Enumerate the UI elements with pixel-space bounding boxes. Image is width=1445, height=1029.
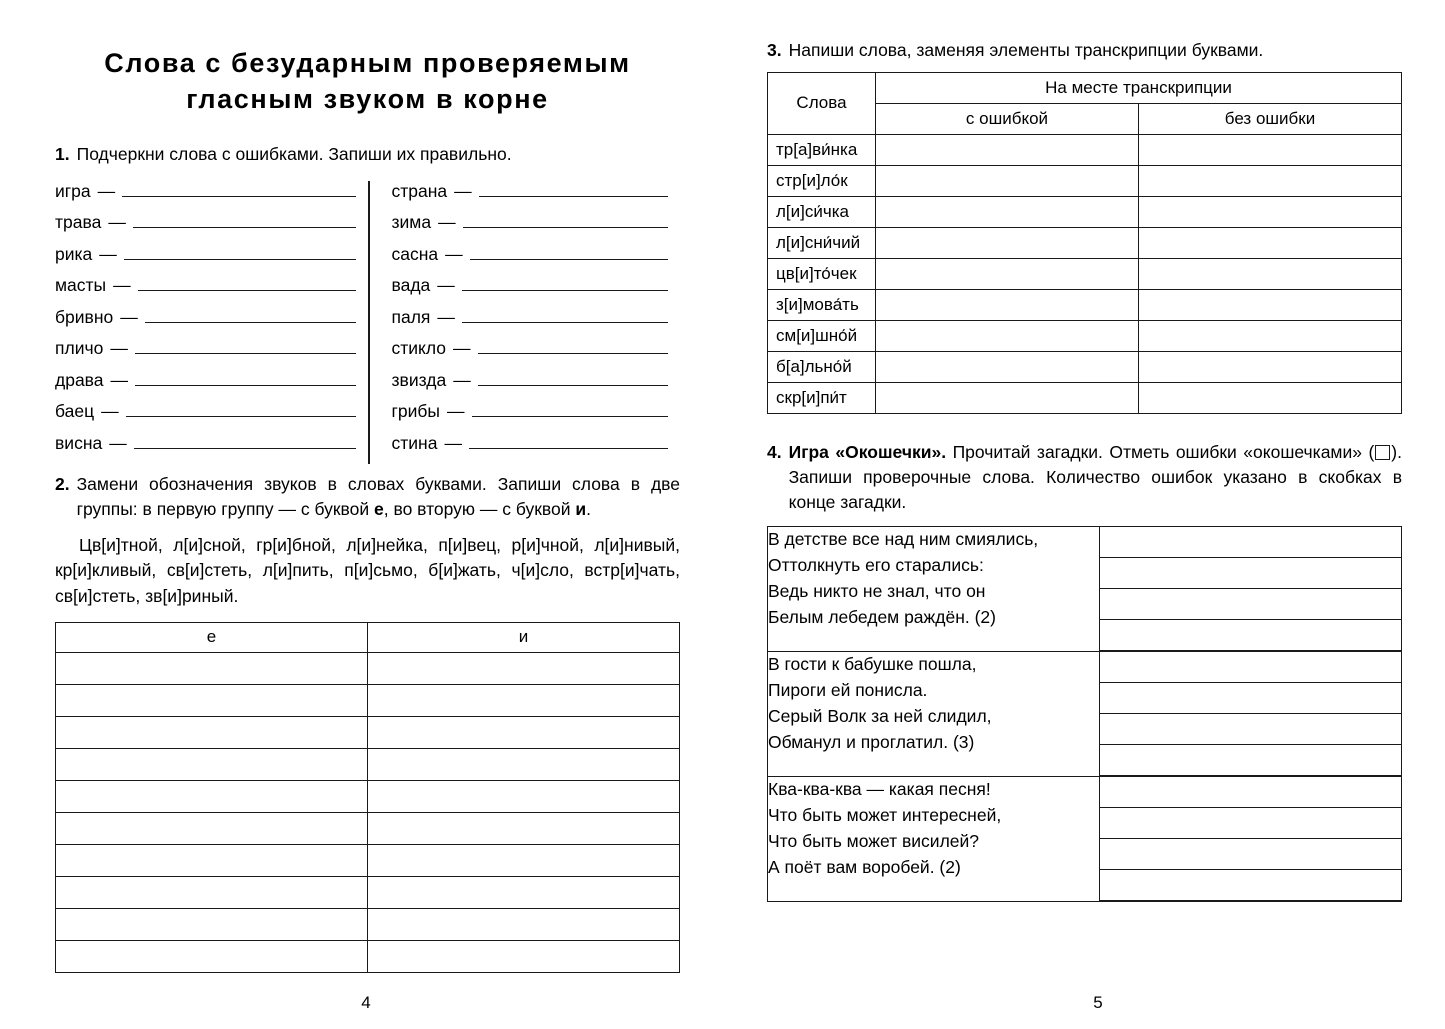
answer-cell-without-error[interactable] [1139,227,1402,258]
table-row [768,382,1402,413]
table-row [56,716,680,748]
em-dash: — [445,243,463,264]
misspelled-word[interactable]: игра [55,180,91,201]
answer-blank-line[interactable] [1100,839,1401,870]
word-answer-row [55,401,356,433]
riddle-line: Пироги ей понисла. [768,680,928,701]
riddle-line: Белым лебедем раждён. (2) [768,606,996,627]
answer-cell-without-error[interactable] [1139,382,1402,413]
misspelled-word[interactable]: вада [391,275,431,296]
exercise-4-riddles-body [768,527,1402,902]
exercise-3-table-body [768,134,1402,413]
riddle-line: Ведь никто не знал, что он [768,580,986,601]
em-dash: — [108,212,126,233]
word-answer-row [55,338,356,370]
riddle-answer-cell[interactable] [1100,527,1402,652]
exercise-2 [55,472,680,973]
answer-blank-line[interactable] [470,244,668,259]
word-answer-row [392,433,669,465]
exercise-2-letter-e: е [374,499,384,519]
answer-blank-line[interactable] [462,307,668,322]
answer-blank-line[interactable] [479,181,668,196]
exercise-4-riddles-table [767,526,1402,902]
riddle-row [768,652,1402,777]
word-answer-row [392,370,669,402]
riddle-row [768,527,1402,652]
riddle-line: Оттолкнуть его старались: [768,555,984,576]
word-answer-row [55,370,356,402]
misspelled-word[interactable]: звизда [391,369,447,390]
transcription-word: стр[и]ло́к [768,165,876,196]
answer-blank-line[interactable] [135,339,356,354]
transcription-word: л[и]си́чка [768,196,876,227]
answer-cell[interactable] [368,940,680,972]
column-header-with-error: с ошибкой [876,103,1139,134]
riddle-line: Ква-ква-ква — какая песня! [768,779,991,800]
transcription-word: скр[и]пи́т [768,382,876,413]
answer-blank-line[interactable] [462,276,668,291]
table-row [56,876,680,908]
answer-blank-line[interactable] [1100,589,1401,620]
table-header-row-top [768,72,1402,103]
right-page [722,0,1444,1029]
answer-cell[interactable] [56,716,368,748]
answer-blank-line[interactable] [135,370,355,385]
transcription-word: цв[и]то́чек [768,258,876,289]
answer-cell-without-error[interactable] [1139,289,1402,320]
page-title [67,46,668,118]
em-dash: — [120,306,138,327]
word-answer-row [392,307,669,339]
answer-cell-without-error[interactable] [1139,258,1402,289]
riddle-text-cell[interactable] [768,777,1100,902]
word-answer-row [392,212,669,244]
misspelled-word[interactable]: стикло [391,338,447,359]
em-dash: — [447,401,465,422]
misspelled-word[interactable]: грибы [391,401,440,422]
answer-cell-with-error[interactable] [876,382,1139,413]
answer-cell-with-error[interactable] [876,134,1139,165]
answer-blank-line[interactable] [472,402,669,417]
transcription-word: з[и]мова́ть [768,289,876,320]
word-answer-row [392,244,669,276]
exercise-2-word-list [55,533,680,609]
table-row [768,196,1402,227]
exercise-3-prompt: Напиши слова, заменяя элементы транскрипции буквами. [788,40,1264,60]
answer-blank-line[interactable] [122,181,355,196]
answer-cell[interactable] [56,652,368,684]
table-row [768,289,1402,320]
em-dash: — [453,338,471,359]
table-row [768,227,1402,258]
answer-blank-line[interactable] [134,433,356,448]
riddle-line: В детстве все над ним смиялись, [768,529,1039,550]
misspelled-word[interactable]: стина [391,432,438,453]
em-dash: — [109,432,127,453]
answer-cell-without-error[interactable] [1139,196,1402,227]
em-dash: — [437,275,455,296]
exercise-3-heading [767,38,1402,63]
table-row [56,908,680,940]
page-number-left: 4 [361,993,371,1012]
misspelled-word[interactable]: баец [55,401,95,422]
exercise-2-prompt-part-3: . [586,499,592,519]
exercise-4-game-title: Игра «Окошечки». [788,441,947,462]
word-answer-row [392,181,669,213]
column-header-e: е [56,622,368,652]
answer-cell[interactable] [368,780,680,812]
riddle-line: Серый Волк за ней слидил, [768,705,992,726]
answer-blank-line[interactable] [145,307,356,322]
exercise-2-prompt-part-2: , во вторую — с буквой [383,499,576,519]
transcription-word: см[и]шно́й [768,320,876,351]
exercise-1-right-column [368,181,681,465]
exercise-2-sorting-table [55,622,680,973]
answer-blank-line[interactable] [1100,527,1401,558]
page-number-right: 5 [1093,993,1103,1012]
answer-blank-line[interactable] [1100,683,1401,714]
misspelled-word[interactable]: сасна [391,243,439,264]
exercise-2-words-text: Цв[и]тной, л[и]сной, гр[и]бной, л[и]нейка, п[и]вец, р[и]чной, л[и]нивый, кр[и]кливый, св[и]стеть, л[и]пить, п[и]сьмо, б[и]жать, ч[и]сло, встр[и]чать, св[и]стеть, зв[и]риный. [55,534,680,606]
misspelled-word[interactable]: страна [391,180,448,201]
exercise-4-heading [767,440,1402,515]
exercise-3-number: 3. [767,40,782,60]
table-row [56,748,680,780]
answer-cell[interactable] [56,748,368,780]
answer-cell-without-error[interactable] [1139,165,1402,196]
exercise-2-number: 2. [55,474,70,495]
misspelled-word[interactable]: рика [55,243,93,264]
answer-cell-with-error[interactable] [876,289,1139,320]
riddle-text-cell[interactable] [768,527,1100,652]
word-answer-row [55,181,356,213]
exercise-1-heading [55,142,680,167]
answer-cell[interactable] [368,652,680,684]
answer-blank-line[interactable] [1100,652,1401,683]
answer-cell[interactable] [56,908,368,940]
exercise-2-prompt [77,472,680,522]
word-answer-row [55,275,356,307]
word-answer-row [55,307,356,339]
answer-cell-with-error[interactable] [876,320,1139,351]
exercise-3-transcription-table [767,72,1402,414]
riddle-row [768,777,1402,902]
exercise-4-prompt [789,440,1402,515]
word-answer-row [392,275,669,307]
riddle-line: Что быть может висилей? [768,830,980,851]
exercise-4-number: 4. [767,441,782,462]
page-title-line-1: Слова с безударным проверяемым [104,48,631,78]
answer-blank-line[interactable] [1100,558,1401,589]
em-dash: — [97,180,116,201]
answer-cell-with-error[interactable] [876,165,1139,196]
transcription-word: б[а]льно́й [768,351,876,382]
answer-blank-line[interactable] [1100,870,1401,901]
answer-cell[interactable] [368,812,680,844]
table-row [768,320,1402,351]
answer-cell-without-error[interactable] [1139,320,1402,351]
em-dash: — [444,432,462,453]
word-answer-row [392,401,669,433]
misspelled-word[interactable]: драва [55,369,104,390]
table-row [56,780,680,812]
answer-cell[interactable] [368,748,680,780]
em-dash: — [99,243,117,264]
answer-blank-line[interactable] [138,276,356,291]
exercise-4-prompt-part-1: Прочитай загадки. Отметь ошибки «окошечками» ( [946,441,1375,462]
column-header-without-error: без ошибки [1139,103,1402,134]
riddle-answer-cell[interactable] [1100,777,1402,902]
word-answer-row [392,338,669,370]
answer-blank-line[interactable] [463,213,668,228]
exercise-1-number: 1. [55,143,70,164]
answer-blank-line[interactable] [1100,777,1401,808]
misspelled-word[interactable]: висна [55,432,103,453]
answer-cell-with-error[interactable] [876,351,1139,382]
answer-cell[interactable] [56,876,368,908]
em-dash: — [110,338,128,359]
answer-blank-line[interactable] [1100,620,1401,651]
table-row [56,684,680,716]
em-dash: — [113,275,131,296]
riddle-line: В гости к бабушке пошла, [768,654,977,675]
exercise-1-left-column [55,181,368,465]
exercise-2-heading [55,472,680,522]
misspelled-word[interactable]: трава [55,212,102,233]
exercise-3 [767,38,1402,414]
riddle-text-cell[interactable] [768,652,1100,777]
transcription-word: тр[а]ви́нка [768,134,876,165]
answer-cell[interactable] [56,684,368,716]
exercise-2-table-body [56,652,680,972]
em-dash: — [110,369,129,390]
table-row [56,652,680,684]
square-box-icon [1375,445,1390,460]
answer-cell-without-error[interactable] [1139,351,1402,382]
em-dash: — [101,401,119,422]
answer-cell[interactable] [56,812,368,844]
answer-blank-line[interactable] [124,244,356,259]
answer-cell[interactable] [56,844,368,876]
page-title-line-2: гласным звуком в корне [186,83,549,114]
column-header-words: Слова [768,72,876,134]
em-dash: — [438,212,456,233]
exercise-1 [55,142,680,464]
answer-cell[interactable] [368,684,680,716]
answer-cell-with-error[interactable] [876,258,1139,289]
transcription-word: л[и]сни́чий [768,227,876,258]
answer-cell[interactable] [368,716,680,748]
word-answer-row [55,212,356,244]
table-row [768,258,1402,289]
answer-cell[interactable] [56,940,368,972]
riddle-line: Что быть может интересней, [768,805,1002,826]
misspelled-word[interactable]: бривно [55,306,114,327]
riddle-answer-cell[interactable] [1100,652,1402,777]
left-page [0,0,722,1029]
column-header-transcription-span: На месте транскрипции [876,72,1402,103]
answer-cell-without-error[interactable] [1139,134,1402,165]
answer-blank-line[interactable] [1100,714,1401,745]
answer-cell-with-error[interactable] [876,196,1139,227]
exercise-2-letter-i: и [575,499,587,519]
table-header-row [56,622,680,652]
table-row [768,165,1402,196]
answer-blank-line[interactable] [469,433,668,448]
misspelled-word[interactable]: паля [391,306,431,327]
answer-blank-line[interactable] [133,213,356,228]
table-row [56,940,680,972]
answer-blank-line[interactable] [1100,745,1401,776]
exercise-2-prompt-part-1: Замени обозначения звуков в словах буквами. Запиши слова в две группы: в первую группу — с буквой [76,474,680,519]
em-dash: — [437,306,455,327]
answer-blank-line[interactable] [1100,808,1401,839]
misspelled-word[interactable]: пличо [55,338,104,359]
exercise-4-prompt-part-2: ). Запиши проверочные слова. Количество ошибок указано в скобках в конце загадки. [788,441,1402,512]
table-row [56,844,680,876]
riddle-line: Обманул и проглатил. (3) [768,731,975,752]
column-header-i: и [368,622,680,652]
answer-blank-line[interactable] [126,402,356,417]
misspelled-word[interactable]: зима [391,212,432,233]
riddle-line: А поёт вам воробей. (2) [768,856,961,877]
answer-cell[interactable] [368,908,680,940]
answer-cell[interactable] [56,780,368,812]
exercise-1-prompt: Подчеркни слова с ошибками. Запиши их правильно. [76,143,512,164]
em-dash: — [453,369,471,390]
answer-blank-line[interactable] [478,370,668,385]
table-row [768,134,1402,165]
misspelled-word[interactable]: масты [55,275,107,296]
answer-blank-line[interactable] [478,339,668,354]
table-row [56,812,680,844]
exercise-4 [767,440,1402,903]
answer-cell-with-error[interactable] [876,227,1139,258]
answer-cell[interactable] [368,844,680,876]
word-answer-row [55,433,356,465]
exercise-1-word-columns [55,181,680,465]
answer-cell[interactable] [368,876,680,908]
em-dash: — [454,180,472,201]
word-answer-row [55,244,356,276]
table-row [768,351,1402,382]
